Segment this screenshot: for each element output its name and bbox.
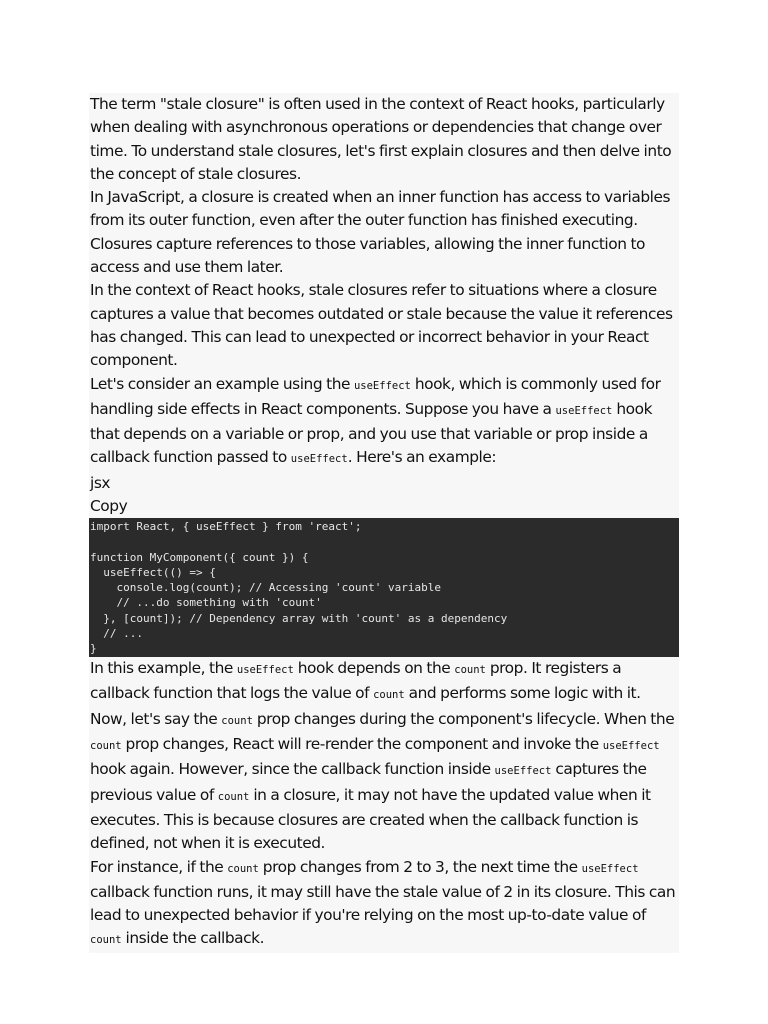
inline-code: useEffect <box>236 664 294 677</box>
text-run: and performs some logic with it. Now, let's say the <box>90 684 641 728</box>
text-run: captures the previous value of <box>90 760 647 804</box>
paragraph-intro-2: In JavaScript, a closure is created when an inner function has access to variables from its outer function, even after the outer function has finished executing. Closures capture references to those variables, allowing the inner function to access and use them later. <box>90 188 671 277</box>
text-run: prop changes during the component's lifecycle. When the <box>252 709 675 728</box>
copy-button[interactable]: Copy <box>90 497 128 516</box>
inline-code: useEffect <box>581 862 639 875</box>
inline-code: count <box>217 790 250 803</box>
text-run: hook again. However, since the callback function inside <box>90 760 495 779</box>
code-language-label: jsx <box>90 473 111 492</box>
paragraph-intro-1: The term "stale closure" is often used in the context of React hooks, particularly when dealing with asynchronous operations or dependencies that change over time. To understand stale closures, let's first explain closures and then delve into the concept of stale closures. <box>90 95 672 183</box>
inline-code: count <box>373 689 405 702</box>
inline-code: count <box>221 714 253 727</box>
inline-code: useEffect <box>555 404 613 417</box>
inline-code: useEffect <box>290 453 348 466</box>
inline-code: count <box>90 934 122 947</box>
inline-code: useEffect <box>353 379 411 392</box>
text-run: in a closure, it may not have the updated value when it executes. This is because closures are created when the callback function is defined, not when it is executed. <box>90 785 651 853</box>
inline-code: count <box>90 740 122 753</box>
text-run: hook that depends on a variable or prop, and you use that variable or prop inside a callback function passed to <box>90 399 653 467</box>
paragraph-intro-3: In the context of React hooks, stale closures refer to situations where a closure captures a value that becomes outdated or stale because the value it references has changed. This can lead to unexpected or incorrect behavior in your React component. <box>90 281 673 370</box>
inline-code: count <box>454 664 486 677</box>
code-block: import React, { useEffect } from 'react'; function MyComponent({ count }) { useEffect(() => { console.log(count); // Accessing 'count' variable // ...do something with 'count' }, [count]); // Dependency array with 'count' as a dependency // ... } <box>89 518 679 657</box>
paragraph-instance <box>89 856 679 953</box>
text-run: hook depends on the <box>293 659 455 678</box>
text-run: Let's consider an example using the <box>90 374 354 393</box>
document-body <box>89 93 679 953</box>
text-run: prop. It registers a callback function that logs the value of <box>90 659 622 703</box>
text-run: inside the callback. <box>121 929 265 948</box>
paragraph-example-intro <box>89 373 679 472</box>
text-run: prop changes from 2 to 3, the next time the <box>258 857 582 876</box>
inline-code: count <box>227 862 259 875</box>
text-run: . Here's an example: <box>347 448 497 467</box>
text-run: For instance, if the <box>90 857 228 876</box>
text-run: In this example, the <box>90 659 237 678</box>
inline-code: useEffect <box>494 765 552 778</box>
paragraph-explanation <box>89 657 679 855</box>
inline-code: useEffect <box>602 740 660 753</box>
text-run: callback function runs, it may still have the stale value of 2 in its closure. This can lead to unexpected behavior if you're relying on the most up-to-date value of <box>90 882 676 925</box>
text-run: prop changes, React will re-render the component and invoke the <box>121 735 603 754</box>
text-run: hook, which is commonly used for handling side effects in React components. Suppose you have a <box>90 374 661 418</box>
